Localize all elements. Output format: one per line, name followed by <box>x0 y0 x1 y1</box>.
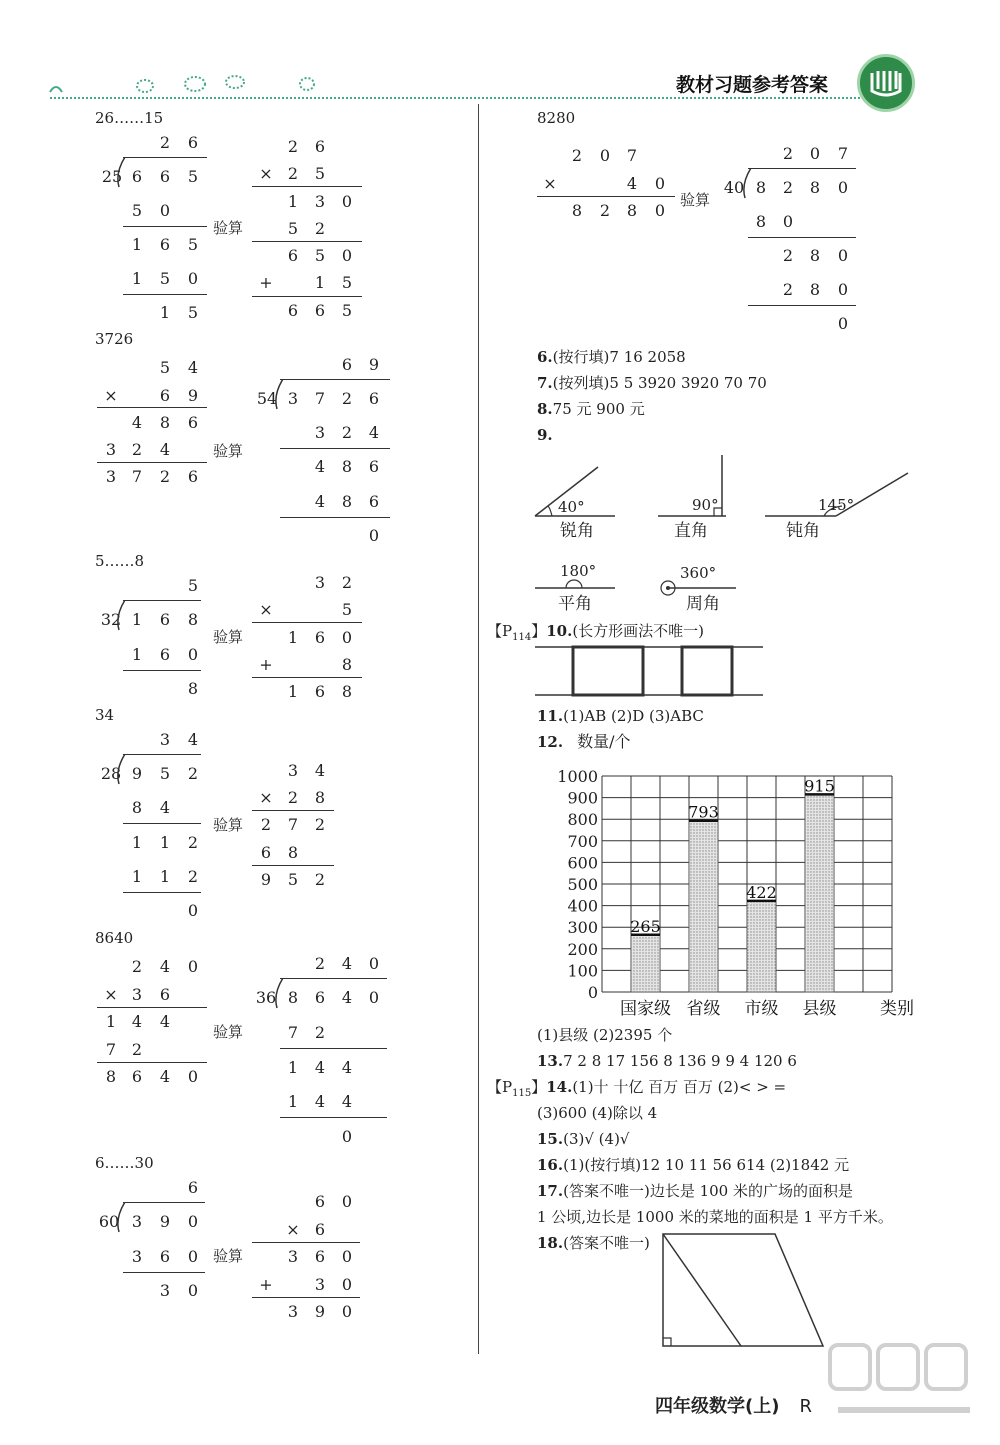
x-category-label: 省级 <box>686 999 721 1019</box>
bar-data-label: 422 <box>746 882 777 902</box>
y-tick-label: 400 <box>567 896 598 916</box>
check-label: 验算 <box>213 1247 244 1265</box>
y-tick-label: 600 <box>567 853 598 873</box>
question-17: 17.(答案不唯一)边长是 100 米的广场的面积是 <box>537 1182 853 1200</box>
problem-2-title: 3726 <box>95 330 134 348</box>
parallelogram-drawing <box>655 1232 830 1350</box>
check-label: 验算 <box>213 219 244 237</box>
problem-6-title: 6……30 <box>95 1154 154 1172</box>
question-7: 7.(按列填)5 5 3920 3920 70 70 <box>537 374 767 392</box>
angle-3-degree: 145° <box>818 496 855 514</box>
angle-1-degree: 40° <box>558 498 585 516</box>
book-logo-icon <box>857 54 915 112</box>
angle-2-degree: 90° <box>692 496 719 514</box>
header-swirl-decoration <box>45 72 345 102</box>
bar-data-label: 915 <box>804 776 835 796</box>
x-category-label: 县级 <box>802 999 837 1019</box>
check-label: 验算 <box>213 442 244 460</box>
angle-2-name: 直角 <box>674 521 708 541</box>
check-label: 验算 <box>213 816 244 834</box>
question-6: 6.(按行填)7 16 2058 <box>537 348 686 366</box>
question-18: 18.(答案不唯一) <box>537 1234 650 1252</box>
problem-3-title: 5……8 <box>95 552 145 570</box>
y-tick-label: 700 <box>567 831 598 851</box>
question-13: 13.7 2 8 17 156 8 136 9 9 4 120 6 <box>537 1052 797 1070</box>
y-tick-label: 500 <box>567 875 598 894</box>
check-label: 验算 <box>213 1023 244 1041</box>
question-9: 9. <box>537 426 553 444</box>
question-14-b: (3)600 (4)除以 4 <box>537 1104 658 1122</box>
y-tick-label: 1000 <box>557 767 598 786</box>
problem-1-title: 26……15 <box>95 109 164 127</box>
bar-0 <box>631 935 660 992</box>
problem-4-title: 34 <box>95 706 115 724</box>
y-tick-label: 100 <box>567 961 598 981</box>
question-10: 【$P_{114}$】10.(长方形画法不唯一) <box>487 622 705 643</box>
x-category-label: 国家级 <box>620 999 671 1019</box>
y-tick-label: 300 <box>567 918 598 938</box>
angle-4-name: 平角 <box>558 594 592 614</box>
angle-1-name: 锐角 <box>560 521 594 541</box>
header-title: 教材习题参考答案 <box>676 74 829 96</box>
problem-5-title: 8640 <box>95 929 134 947</box>
check-label: 验算 <box>213 628 244 646</box>
question-12: 12. 数量/个 <box>537 732 631 751</box>
y-tick-label: 200 <box>567 939 598 959</box>
x-axis-label: 类别 <box>880 999 914 1019</box>
y-tick-label: 0 <box>587 983 598 1002</box>
problem-7-title: 8280 <box>537 109 576 127</box>
bar-1 <box>689 821 718 992</box>
y-tick-label: 900 <box>567 788 598 808</box>
question-14: 【$P_{115}$】14.(1)十 十亿 百万 百万 (2)< > = <box>487 1078 787 1099</box>
question-16: 16.(1)(按行填)12 10 11 56 614 (2)1842 元 <box>537 1156 850 1174</box>
question-11: 11.(1)AB (2)D (3)ABC <box>537 707 704 725</box>
x-category-label: 市级 <box>744 999 779 1019</box>
question-17-line2: 1 公顷,边长是 1000 米的菜地的面积是 1 平方千米。 <box>537 1208 893 1226</box>
column-divider <box>478 104 479 1354</box>
question-12-answer: (1)县级 (2)2395 个 <box>537 1026 673 1044</box>
footer-book-title: 四年级数学(上) R <box>655 1396 812 1417</box>
angle-4-degree: 180° <box>560 562 597 580</box>
question-15: 15.(3)√ (4)√ <box>537 1130 630 1148</box>
bar-data-label: 793 <box>688 802 719 822</box>
bar-3 <box>805 794 834 992</box>
angle-5-name: 周角 <box>686 594 720 614</box>
y-tick-label: 800 <box>567 810 598 830</box>
bar-chart <box>540 760 920 1025</box>
division-bracket <box>123 157 207 158</box>
question-8: 8.75 元 900 元 <box>537 400 645 418</box>
bar-data-label: 265 <box>630 916 661 936</box>
angle-5-degree: 360° <box>680 564 717 582</box>
watermark-logo <box>820 1340 990 1430</box>
bar-2 <box>747 901 776 992</box>
check-label: 验算 <box>680 191 711 209</box>
angle-3-name: 钝角 <box>786 521 820 541</box>
rectangle-drawing <box>535 645 765 700</box>
